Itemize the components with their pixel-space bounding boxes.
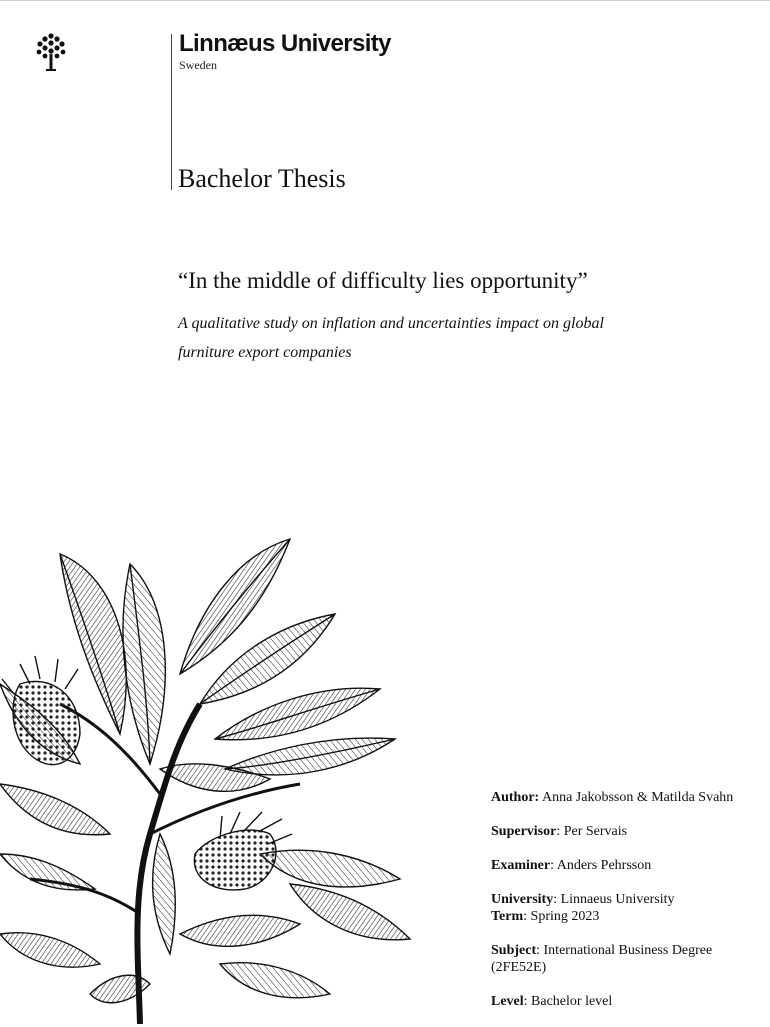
author-label: Author: <box>491 790 540 805</box>
subject-label: Subject <box>491 943 537 958</box>
university-name: Linnæus University <box>179 30 391 57</box>
university-line <box>491 891 767 908</box>
university-value: : Linnaeus University <box>553 892 675 907</box>
subject-line <box>491 942 767 976</box>
supervisor-label: Supervisor <box>491 824 557 839</box>
logo-divider <box>171 34 172 190</box>
term-value: : Spring 2023 <box>523 909 600 924</box>
level-line <box>491 993 767 1010</box>
subject-value: : International Business Degree (2FE52E) <box>491 943 713 975</box>
author-line <box>491 789 767 806</box>
term-label: Term <box>491 909 524 924</box>
university-label: University <box>491 892 554 907</box>
thesis-title: “In the middle of difficulty lies opportunity” <box>178 268 588 293</box>
examiner-label: Examiner <box>491 858 551 873</box>
botanical-magnolia-illustration <box>0 534 440 1024</box>
author-value: Anna Jakobsson & Matilda Svahn <box>539 790 734 805</box>
tree-logo-icon <box>34 32 68 72</box>
examiner-value: : Anders Pehrsson <box>550 858 652 873</box>
level-value: : Bachelor level <box>523 994 613 1009</box>
thesis-subtitle: A qualitative study on inflation and uncertainties impact on global furniture export companies <box>178 315 604 361</box>
supervisor-value: : Per Servais <box>556 824 628 839</box>
level-label: Level <box>491 994 524 1009</box>
university-country: Sweden <box>179 58 217 72</box>
top-rule <box>0 0 770 1</box>
document-type: Bachelor Thesis <box>178 164 346 193</box>
supervisor-line <box>491 823 767 840</box>
thesis-metadata <box>491 789 767 1027</box>
term-line <box>491 908 767 925</box>
examiner-line <box>491 857 767 874</box>
